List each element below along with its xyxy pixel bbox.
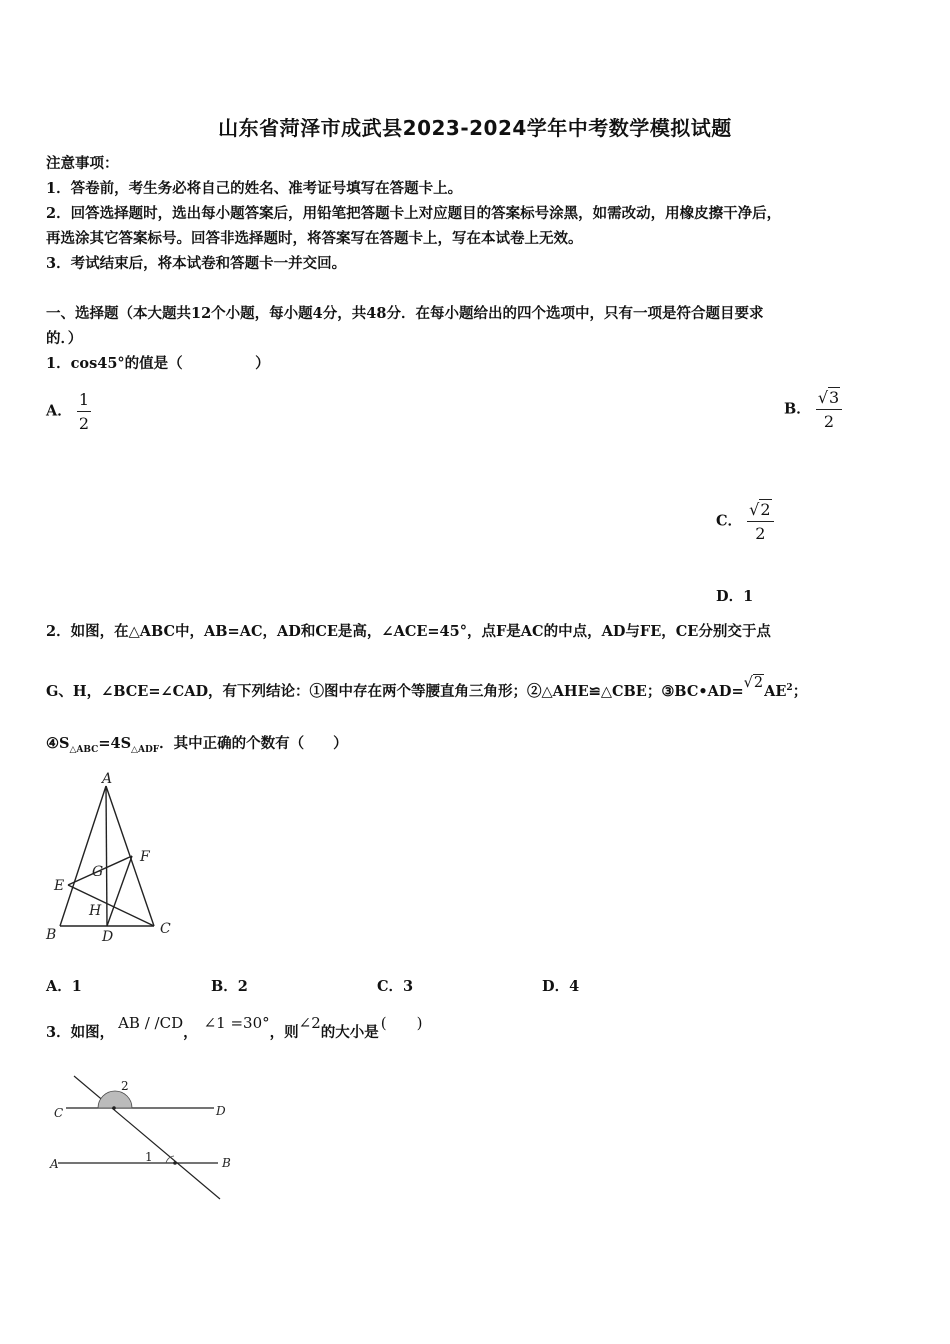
notice-item-2a: 2．回答选择题时，选出每小题答案后，用铅笔把答题卡上对应题目的答案标号涂黑，如需改动，用橡皮擦干净后， (46, 205, 782, 222)
q2-triangle-figure (44, 770, 180, 950)
q2-label-a: A (102, 771, 113, 787)
q2-line3: $④S_{\triangle ABC}=4S_{\triangle ADF}$．其中正确的个数有（ ） (46, 735, 348, 755)
q1-option-a-label: A． (46, 402, 72, 420)
q1-option-a (46, 390, 91, 433)
q1-option-c-label: C． (716, 512, 743, 530)
q3-label-d: D (216, 1104, 226, 1118)
q2-option-d: D．4 (542, 978, 580, 995)
q2-line2: G、H，∠BCE=∠CAD，有下列结论：①图中存在两个等腰直角三角形；②△AHE≌△CBE；$③BC•AD=√2AE^2$； (46, 675, 808, 700)
q1-stem: 1．cos45°的值是（ ） (46, 355, 270, 372)
q2-label-c: C (160, 921, 171, 937)
q1-a-denominator: 2 (78, 414, 90, 433)
q3-label-c: C (54, 1106, 64, 1120)
q2-label-g: G (92, 864, 104, 880)
q2-label-d: D (102, 929, 114, 945)
notice-item-3: 3．考试结束后，将本试卷和答题卡一并交回。 (46, 255, 347, 272)
q2-option-b: B．2 (211, 978, 248, 995)
q3-label-a: A (50, 1157, 59, 1171)
q1-option-d: D．1 (716, 588, 754, 605)
q3-math-angle2: ∠2 (298, 1014, 321, 1032)
q3-math-angle1: ∠1 =30° (203, 1014, 270, 1032)
q1-option-b (784, 388, 842, 431)
q2-option-c: C．3 (377, 978, 414, 995)
q2-line1: 2．如图，在△ABC中，AB=AC，AD和CE是高，∠ACE=45°，点F是AC的中点，AD与FE，CE分别交于点 (46, 623, 771, 640)
q1-option-b-label: B． (784, 400, 811, 418)
q3-math-parallel: AB / /CD (118, 1014, 184, 1032)
q2-label-e: E (54, 878, 65, 894)
q3-angle2-arc (98, 1091, 132, 1108)
page-title: 山东省菏泽市成武县2023-2024学年中考数学模拟试题 (218, 116, 732, 140)
q3-stem: 3．如图，AB / /CD，∠1 =30°，则∠2的大小是( ) (46, 1014, 423, 1041)
section-heading-line2: 的．） (46, 330, 83, 347)
q3-label-b: B (222, 1156, 231, 1170)
q1-a-numerator: 1 (77, 390, 91, 412)
q2-option-a: A．1 (46, 978, 82, 995)
q2-label-b: B (46, 927, 57, 943)
q2-label-h: H (89, 903, 102, 919)
q1-option-a-fraction (77, 390, 91, 433)
notice-item-2b: 再选涂其它答案标号。回答非选择题时，将答案写在答题卡上，写在本试卷上无效。 (46, 230, 583, 247)
q3-answer-paren: ( ) (380, 1014, 423, 1032)
section-heading-line1: 一、选择题（本大题共12个小题，每小题4分，共48分．在每小题给出的四个选项中，只有一项是符合题目要求 (46, 305, 764, 322)
q3-label-2: 2 (121, 1079, 129, 1093)
notice-heading: 注意事项： (46, 155, 119, 172)
notice-item-1: 1．答卷前，考生务必将自己的姓名、准考证号填写在答题卡上。 (46, 180, 463, 197)
q1-b-radicand: 3 (829, 388, 840, 407)
q2-label-f: F (140, 849, 150, 865)
q1-option-c (716, 500, 774, 543)
q1-option-c-fraction: $\frac{√2}{2}$ (747, 500, 773, 543)
q3-label-1: 1 (145, 1150, 153, 1164)
q1-c-radicand: 2 (760, 500, 771, 519)
q2-sqrt-radicand: 2 (753, 675, 764, 691)
q1-option-b-fraction: $\frac{√3}{2}$ (816, 388, 842, 431)
q3-parallel-lines-figure (44, 1070, 244, 1205)
q1-c-denominator: 2 (755, 524, 766, 543)
q1-b-denominator: 2 (823, 412, 835, 431)
